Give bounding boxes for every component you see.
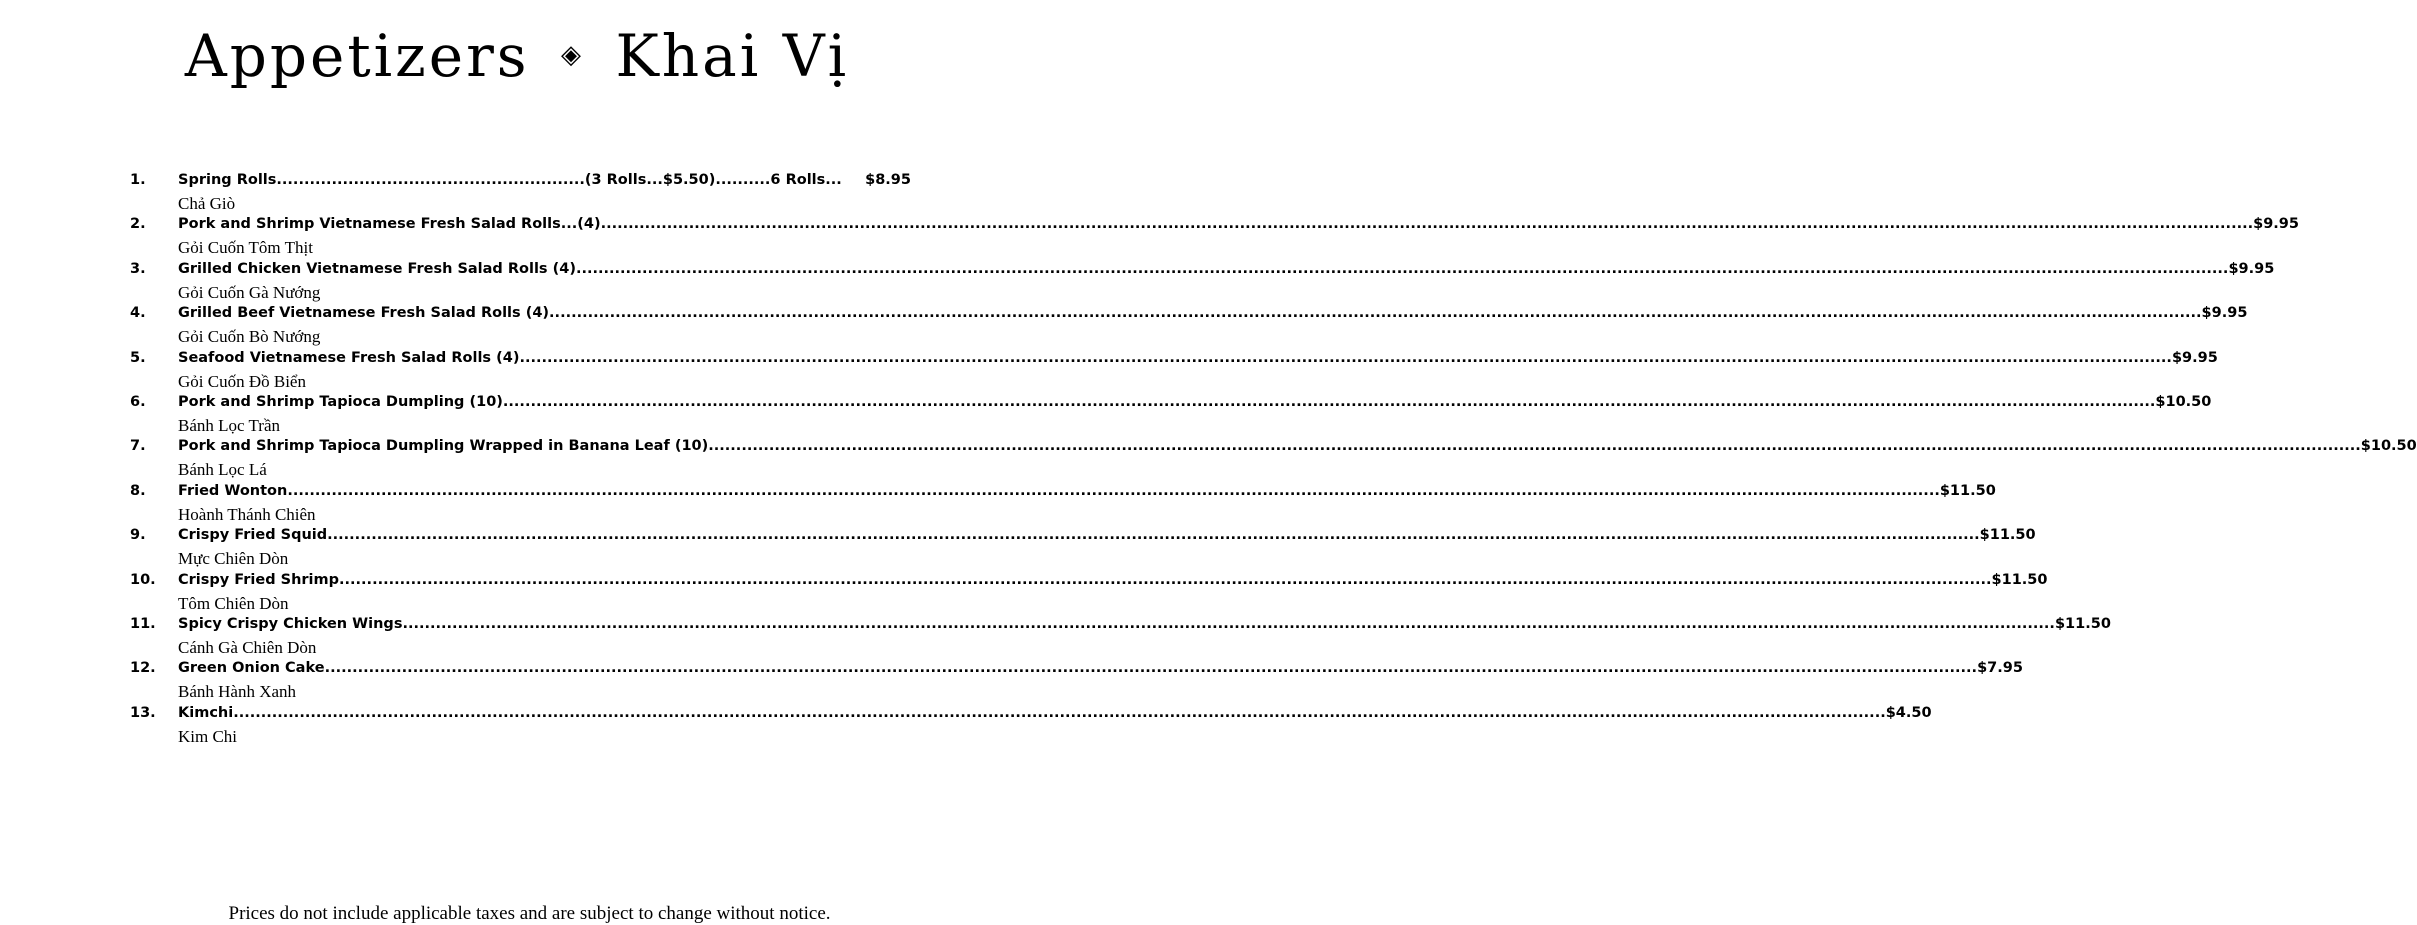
item-name-with-leader xyxy=(178,172,842,188)
menu-item-row xyxy=(130,615,2111,637)
item-price: $9.95 xyxy=(2171,349,2218,366)
item-price: $11.50 xyxy=(1991,571,2048,588)
menu-item xyxy=(130,216,2299,260)
item-vietnamese-name: Cánh Gà Chiên Dòn xyxy=(178,637,317,657)
item-name: Fried Wonton xyxy=(178,482,288,499)
item-name: Pork and Shrimp Tapioca Dumpling Wrapped in Banana Leaf (10) xyxy=(178,438,709,455)
item-number: 13. xyxy=(130,704,156,721)
title-vietnamese: Khai Vị xyxy=(615,22,850,90)
dot-leader: ............................................................................................................................................................................................................................................................................................................ xyxy=(519,349,2172,366)
item-vietnamese-name: Mực Chiên Dòn xyxy=(178,549,289,569)
item-vietnamese-name: Gỏi Cuốn Bò Nướng xyxy=(178,327,321,347)
dot-leader: ............................................................................................................................................................................................................................................................................................................ xyxy=(549,305,2202,322)
item-name-with-leader xyxy=(178,572,1992,588)
price-disclaimer: Prices do not include applicable taxes and are subject to change without notice. xyxy=(228,903,831,924)
menu-item-row xyxy=(130,527,2036,548)
menu-item xyxy=(130,393,2212,438)
menu-item xyxy=(130,660,2023,704)
item-vietnamese-name: Gỏi Cuốn Đồ Biển xyxy=(178,371,306,391)
item-name-with-leader xyxy=(178,660,1977,676)
item-number: 10. xyxy=(130,571,156,588)
dot-leader: ............................................................................................................................................................................................................................................................................................................ xyxy=(502,393,2156,410)
item-price: $4.50 xyxy=(1885,704,1932,721)
menu-item xyxy=(130,305,2248,349)
item-number: 9. xyxy=(130,527,146,544)
item-number: 8. xyxy=(130,482,146,499)
item-price: $8.95 xyxy=(865,172,911,188)
item-name: Pork and Shrimp Tapioca Dumpling (10) xyxy=(178,393,503,410)
item-name: Seafood Vietnamese Fresh Salad Rolls (4) xyxy=(178,349,520,366)
item-name-with-leader xyxy=(178,216,2253,232)
item-number: 11. xyxy=(130,615,156,632)
item-name-with-leader xyxy=(178,305,2202,321)
item-name: Kimchi xyxy=(178,704,234,721)
item-name: Grilled Chicken Vietnamese Fresh Salad Rolls (4) xyxy=(178,260,576,277)
menu-item-row xyxy=(130,571,2048,593)
menu-item-row xyxy=(130,482,1996,504)
menu-item-row xyxy=(130,349,2218,371)
menu-item-row xyxy=(130,660,2023,681)
menu-item-row xyxy=(130,305,2248,326)
dot-leader: ............................................................................................................................................................................................................................................................................................................ xyxy=(287,482,1940,499)
item-price: $11.50 xyxy=(1979,527,2036,544)
item-number: 2. xyxy=(130,216,146,233)
menu-item-row xyxy=(130,216,2299,237)
item-name: Spring Rolls xyxy=(178,172,277,188)
item-number: 5. xyxy=(130,349,146,366)
dot-leader: ............................................................................................................................................................................................................................................................................................................ xyxy=(600,216,2254,233)
item-vietnamese-name: Chả Giò xyxy=(178,194,236,213)
menu-item xyxy=(130,438,2417,482)
item-price: $9.95 xyxy=(2201,305,2248,322)
item-name-with-leader xyxy=(178,616,2055,632)
item-name: Pork and Shrimp Vietnamese Fresh Salad Rolls...(4) xyxy=(178,216,601,233)
dot-leader: ............................................................................................................................................................................................................................................................................................................ xyxy=(233,704,1886,721)
menu-item-row xyxy=(130,260,2275,282)
item-number: 7. xyxy=(130,438,146,455)
menu-title xyxy=(0,22,1034,90)
item-vietnamese-name: Bánh Lọc Lá xyxy=(178,460,267,480)
item-name-with-leader xyxy=(178,438,2361,454)
item-vietnamese-name: Gỏi Cuốn Gà Nướng xyxy=(178,282,321,302)
item-name: Grilled Beef Vietnamese Fresh Salad Rolls (4) xyxy=(178,305,550,322)
menu-item-row xyxy=(130,438,2417,459)
item-price: $11.50 xyxy=(1939,482,1996,499)
item-price: $7.95 xyxy=(1977,660,2023,677)
item-name-with-leader xyxy=(178,261,2228,277)
item-name-with-leader xyxy=(178,483,1940,499)
item-name-with-leader xyxy=(178,350,2172,366)
item-vietnamese-name: Hoành Thánh Chiên xyxy=(178,504,316,524)
item-number: 3. xyxy=(130,260,146,277)
item-vietnamese-name: Bánh Hành Xanh xyxy=(178,682,297,702)
dot-leader: ............................................................................................................................................................................................................................................................................................................ xyxy=(402,615,2055,632)
item-price: $10.50 xyxy=(2360,438,2417,455)
item-name: Spicy Crispy Chicken Wings xyxy=(178,615,403,632)
item-vietnamese-name: Tôm Chiên Dòn xyxy=(178,593,289,613)
dot-leader: ............................................................................................................................................................................................................................................................................................................ xyxy=(339,571,1992,588)
item-price: $10.50 xyxy=(2155,393,2212,410)
menu-item xyxy=(130,571,2048,616)
item-name-with-leader xyxy=(178,527,1980,543)
item-number: 6. xyxy=(130,393,146,410)
item-name: Crispy Fried Shrimp xyxy=(178,571,340,588)
item-price: $9.95 xyxy=(2228,260,2275,277)
menu-item xyxy=(130,704,1932,749)
dot-leader: ............................................................................................................................................................................................................................................................................................................ xyxy=(327,527,1980,544)
item-name-with-leader xyxy=(178,705,1886,721)
title-english: Appetizers xyxy=(184,22,530,90)
item-vietnamese-name: Bánh Lọc Trần xyxy=(178,415,280,435)
menu-item xyxy=(130,615,2111,660)
appetizer-list xyxy=(130,172,2417,749)
item-vietnamese-name: Gỏi Cuốn Tôm Thịt xyxy=(178,238,313,258)
dot-leader: ............................................................................................................................................................................................................................................................................................................ xyxy=(324,660,1978,677)
dot-leader: ............................................................................................................................................................................................................................................................................................................ xyxy=(708,438,2361,455)
menu-item-row xyxy=(130,704,1932,726)
menu-item-row xyxy=(130,172,911,193)
dot-leader: ........................................................ xyxy=(276,172,585,188)
menu-item xyxy=(130,527,2036,571)
menu-item xyxy=(130,482,1996,527)
menu-item xyxy=(130,260,2275,305)
menu-item xyxy=(130,172,911,216)
menu-item-row xyxy=(130,393,2212,415)
diamond-separator-icon: ◈ xyxy=(561,39,584,70)
item-price: $9.95 xyxy=(2253,216,2299,233)
item-name: Crispy Fried Squid xyxy=(178,527,328,544)
item-vietnamese-name: Kim Chi xyxy=(178,726,238,746)
item-name-with-leader xyxy=(178,394,2155,410)
item-name: Green Onion Cake xyxy=(178,660,325,677)
item-portion-detail: (3 Rolls...$5.50)..........6 Rolls... xyxy=(584,172,842,188)
item-number: 1. xyxy=(130,172,146,188)
item-number: 4. xyxy=(130,305,146,322)
dot-leader: ............................................................................................................................................................................................................................................................................................................ xyxy=(575,260,2229,277)
menu-item xyxy=(130,349,2218,394)
item-price: $11.50 xyxy=(2054,615,2111,632)
item-number: 12. xyxy=(130,660,156,677)
